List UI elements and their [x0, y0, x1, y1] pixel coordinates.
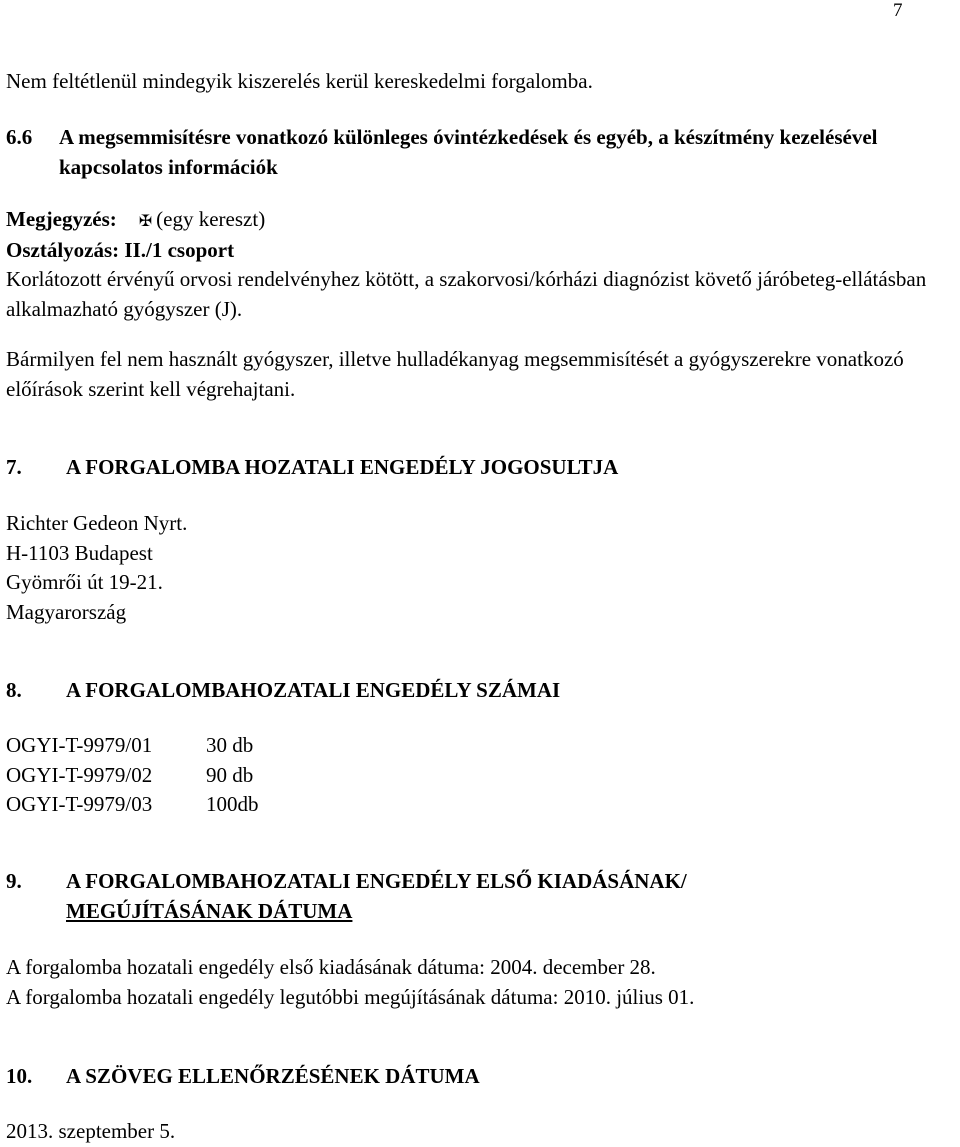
section-number: 6.6	[6, 125, 33, 149]
registration-code: OGYI-T-9979/01	[6, 733, 153, 757]
address-line: Richter Gedeon Nyrt.	[6, 511, 188, 535]
address-line: Gyömrői út 19-21.	[6, 570, 163, 594]
holder-address	[6, 509, 946, 627]
section-10-heading	[6, 1062, 946, 1092]
section-9-heading	[6, 867, 946, 926]
registration-code: OGYI-T-9979/02	[6, 762, 153, 787]
revision-date: 2013. szeptember 5.	[6, 1119, 176, 1143]
registration-code: OGYI-T-9979/03	[6, 792, 153, 816]
disposal-paragraph: Bármilyen fel nem használt gyógyszer, illetve hulladékanyag megsemmisítését a gyógyszerekre vonatkozó előírások szerint kell végrehajtani.	[6, 347, 904, 401]
section-number: 9.	[6, 869, 22, 893]
authorisation-dates	[6, 953, 946, 1012]
section-7-heading	[6, 453, 946, 483]
table-row	[6, 731, 259, 761]
pack-quantity: 100db	[206, 792, 259, 816]
address-line: Magyarország	[6, 599, 127, 624]
renewal-date: A forgalomba hozatali engedély legutóbbi megújításának dátuma: 2010. július 01.	[6, 984, 695, 1009]
registration-table	[6, 731, 946, 820]
section-title-line: MEGÚJÍTÁSÁNAK DÁTUMA	[66, 898, 353, 923]
section-title-line: A FORGALOMBAHOZATALI ENGEDÉLY ELSŐ KIADÁSÁNAK/	[66, 869, 687, 893]
section-title	[66, 867, 687, 926]
section-title: A SZÖVEG ELLENŐRZÉSÉNEK DÁTUMA	[66, 1064, 480, 1088]
intro-paragraph: Nem feltétlenül mindegyik kiszerelés kerül kereskedelmi forgalomba.	[6, 69, 593, 93]
section-number: 8.	[6, 678, 22, 702]
note-text: Korlátozott érvényű orvosi rendelvényhez kötött, a szakorvosi/kórházi diagnózist követő járóbeteg-ellátásban alkalmazható gyógyszer (J).	[6, 267, 927, 321]
section-8-heading	[6, 676, 946, 706]
note-symbol-text: (egy kereszt)	[156, 207, 266, 231]
note-block	[6, 205, 946, 324]
table-row	[6, 761, 259, 791]
maltese-cross-icon: ✠	[138, 211, 153, 230]
classification-line: Osztályozás: II./1 csoport	[6, 237, 235, 262]
first-authorisation-date: A forgalomba hozatali engedély első kiadásának dátuma: 2004. december 28.	[6, 955, 656, 979]
section-title: A FORGALOMBAHOZATALI ENGEDÉLY SZÁMAI	[66, 678, 561, 702]
table-row	[6, 790, 259, 820]
note-label: Megjegyzés:	[6, 207, 117, 231]
section-title: A FORGALOMBA HOZATALI ENGEDÉLY JOGOSULTJA	[66, 455, 619, 479]
address-line: H-1103 Budapest	[6, 540, 153, 565]
section-6-6-heading	[6, 123, 946, 182]
pack-quantity: 90 db	[206, 762, 254, 787]
page-number: 7	[893, 0, 903, 21]
section-number: 7.	[6, 455, 22, 479]
section-number: 10.	[6, 1064, 33, 1088]
section-title: A megsemmisítésre vonatkozó különleges óvintézkedések és egyéb, a készítmény kezelésével kapcsolatos információk	[59, 125, 878, 179]
pack-quantity: 30 db	[206, 733, 254, 757]
